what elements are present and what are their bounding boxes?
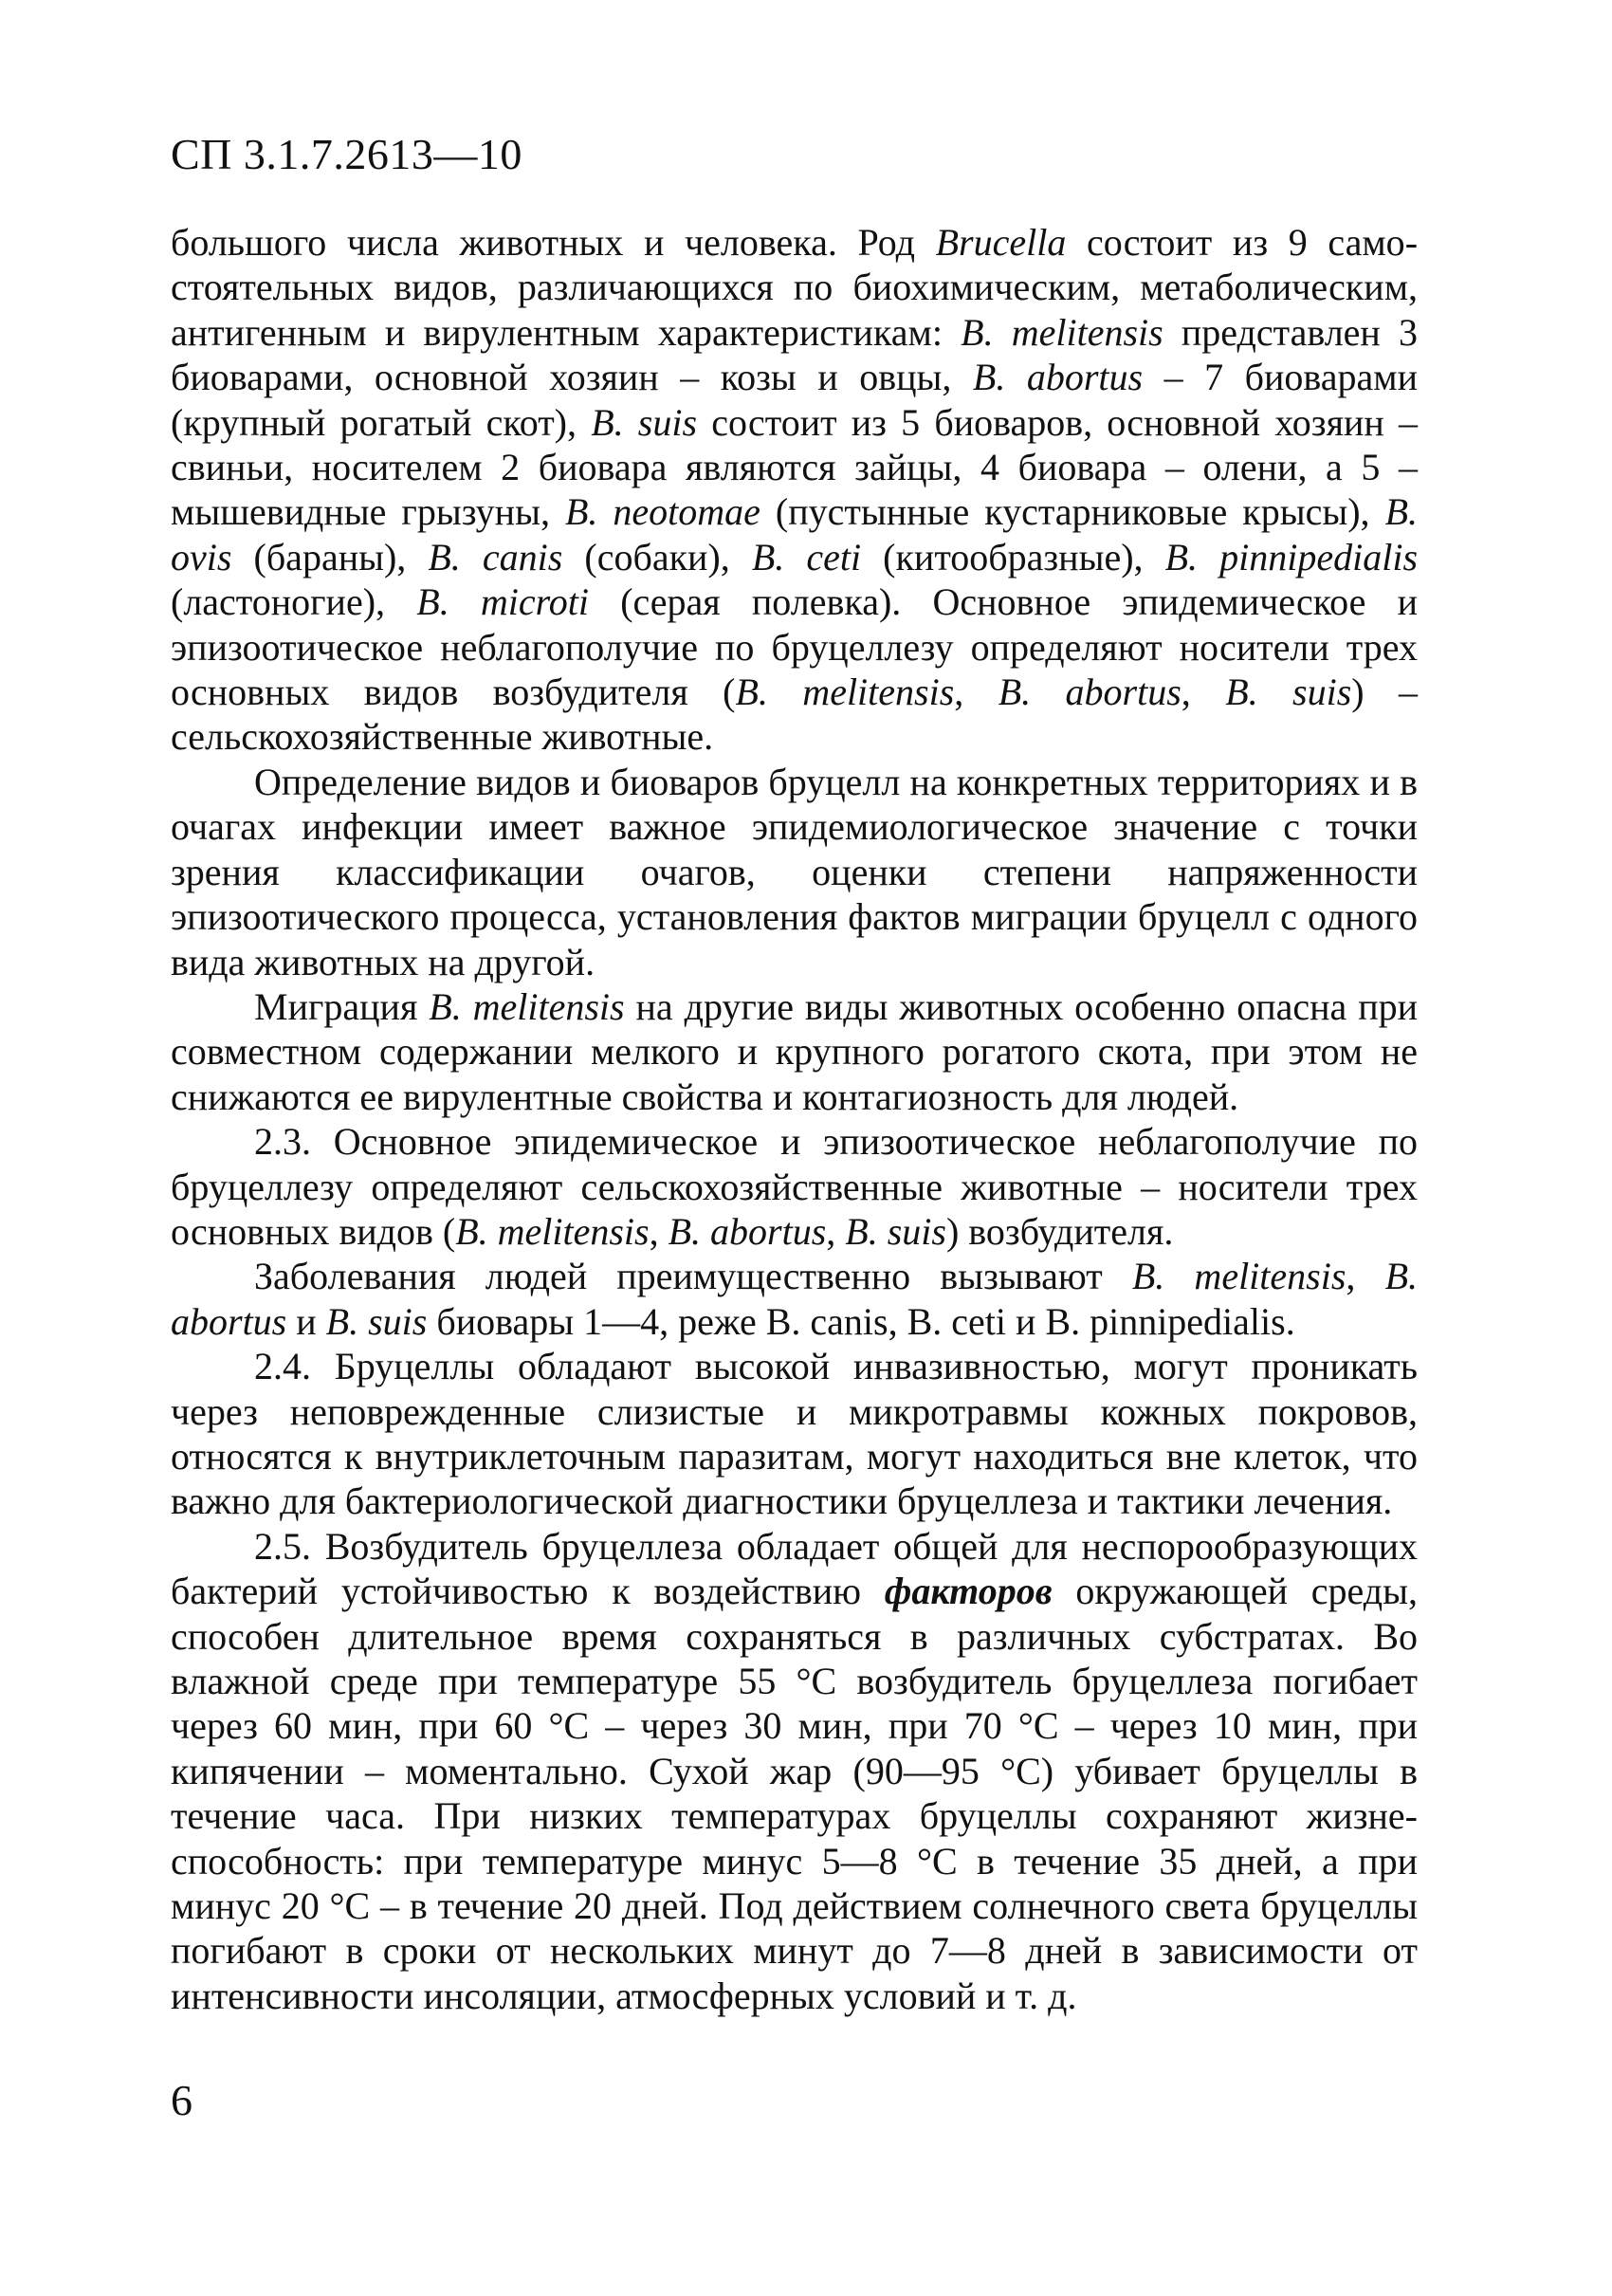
text-run: (ластоногие), — [171, 580, 417, 624]
text-run: ) – сельскохозяйственные животные. — [171, 670, 1419, 759]
species-name: B. pinnipedialis — [1164, 535, 1419, 579]
text-run: представлен 3 биоварами, основной хозяин – козы и овцы, — [171, 310, 1419, 399]
page-number: 6 — [171, 2076, 192, 2124]
text-run: большого числа животных и человека. Род — [171, 221, 936, 264]
body-text — [171, 220, 1418, 2018]
paragraph — [171, 220, 1418, 760]
text-run: – 7 биоварами (крупный рогатый скот), — [171, 356, 1419, 444]
species-name: B. melitensis — [455, 1209, 650, 1253]
paragraph — [171, 1344, 1418, 1524]
species-name: B. abortus — [668, 1209, 827, 1253]
species-name: B. abortus — [171, 1255, 1418, 1343]
paragraph — [171, 760, 1418, 984]
species-name: B. suis — [591, 400, 698, 444]
species-name: B. canis — [428, 535, 563, 579]
emphasis-text: факторов — [884, 1570, 1053, 1613]
text-run: , — [826, 1209, 846, 1253]
text-run: Определение видов и биоваров бруцелл на конкретных территориях и в очагах инфекции имеет важное эпидемиологическое значение с точки зрения классификации очагов, оценки степени напряженности эпизоотического процесса, установления фактов миграции бруцелл с одного вида животных на другой. — [171, 760, 1418, 983]
text-run: окружающей среды, способен длительное время сохраняться в различных субстратах. Во влажной среде при температуре 55 °С возбудитель бруцеллеза погибает через 60 мин, при 60 °С – через 30 мин, при 70 °С – через 10 мин, при кипячении – моментально. Сухой жар (90—95 °С) убивает бруцеллы в течение часа. При низких температурах бруцеллы сохраняют жизнеспособность: при температуре минус 5—8 °С в течение 35 дней, а при минус 20 °С – в течение 20 дней. Под действием солнечного света бруцеллы погибают в сроки от нескольких минут до 7—8 дней в зависимости от интенсивности инсоляции, атмосферных условий и т. д. — [171, 1570, 1418, 2017]
text-run: Миграция — [254, 984, 430, 1028]
species-name: B. ovis — [171, 490, 1418, 579]
text-run: состоит из 5 биоваров, основной хозяин – свиньи, носителем 2 биовара являются зайцы, 4 биовара – олени, а 5 – мышевидные грызуны, — [171, 400, 1418, 534]
species-name: Brucella — [935, 221, 1067, 264]
document-code-header: СП 3.1.7.2613—10 — [171, 130, 522, 178]
text-run: , — [1346, 1255, 1385, 1298]
paragraph — [171, 1254, 1418, 1344]
species-name: B. ceti — [751, 535, 862, 579]
text-run: (бараны), — [231, 535, 429, 579]
text-run: 2.4. Бруцеллы обладают высокой инвазивностью, могут проникать через неповрежденные слизистые и микротравмы кожных покровов, относятся к внутриклеточным паразитам, могут находиться вне клеток, что важно для бактериологической диагностики бруцеллеза и тактики лечения. — [171, 1345, 1418, 1523]
text-run: Заболевания людей преимущественно вызывают — [254, 1255, 1132, 1298]
text-run: 2.5. Возбудитель бруцеллеза обладает общей для неспорообразующих бактерий устойчивостью к воздействию — [171, 1524, 1418, 1613]
text-run: состоит из 9 самостоятельных видов, различающихся по биохимическим, метаболическим, антигенным и вирулентным характеристикам: — [171, 221, 1419, 354]
species-name: B. abortus — [972, 356, 1144, 399]
species-name: B. neotomae — [564, 490, 760, 534]
species-name: B. melitensis — [961, 310, 1163, 354]
text-run: , — [1181, 670, 1226, 714]
text-run: , — [954, 670, 998, 714]
species-name: B. suis — [845, 1209, 946, 1253]
text-run: (пустынные кустарниковые крысы), — [760, 490, 1385, 534]
text-run: и — [286, 1299, 326, 1343]
text-run: (собаки), — [562, 535, 752, 579]
species-name: B. melitensis — [735, 670, 955, 714]
text-run: (китообразные), — [861, 535, 1165, 579]
text-run: на другие виды животных особенно опасна при совместном содержании мелкого и крупного рогатого скота, при этом не снижаются ее вирулентные свойства и контагиозность для людей. — [171, 984, 1419, 1118]
species-name: B. suis — [1225, 670, 1352, 714]
species-name: B. microti — [416, 580, 589, 624]
paragraph — [171, 984, 1418, 1119]
text-run: ) возбудителя. — [945, 1209, 1174, 1253]
text-run: (серая полевка). Основное эпидемическое и эпизоотическое неблагополучие по бруцеллезу определяют носители трех основных видов возбудителя ( — [171, 580, 1418, 714]
text-run: , — [649, 1209, 669, 1253]
paragraph — [171, 1524, 1418, 2018]
species-name: B. abortus — [998, 670, 1182, 714]
species-name: B. melitensis — [1131, 1255, 1346, 1298]
species-name: B. melitensis — [429, 984, 625, 1028]
text-run: 2.3. Основное эпидемическое и эпизоотическое неблагополучие по бруцеллезу определяют сельскохозяйственные животные – носители трех основных видов ( — [171, 1120, 1418, 1253]
paragraph — [171, 1119, 1418, 1254]
species-name: B. suis — [325, 1299, 428, 1343]
text-run: биовары 1—4, реже B. canis, B. ceti и B. pinnipedialis. — [427, 1299, 1295, 1343]
